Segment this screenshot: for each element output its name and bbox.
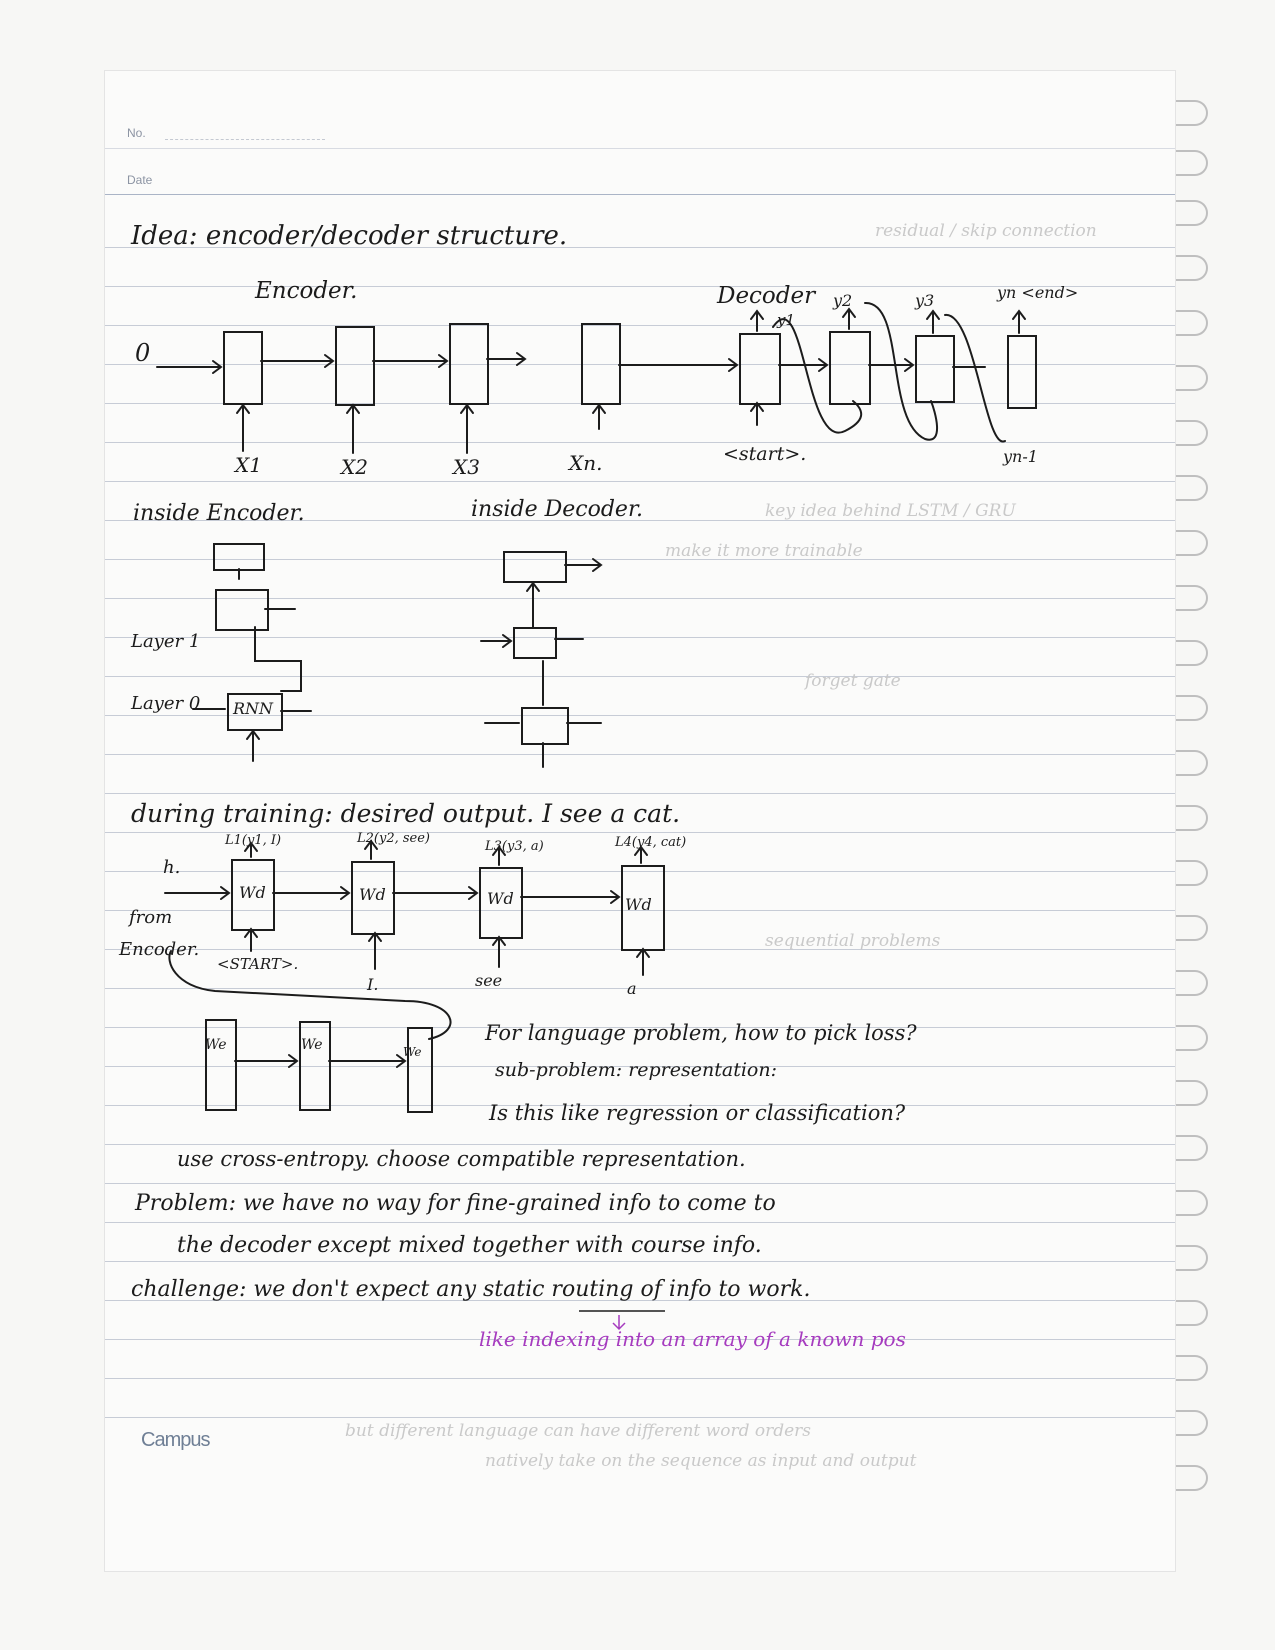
we-label: We bbox=[301, 1037, 323, 1053]
inside-decoder-heading: inside Decoder. bbox=[471, 497, 644, 522]
note-indexing: like indexing into an array of a known pos bbox=[479, 1327, 906, 1351]
loss-label: L4(y4, cat) bbox=[615, 835, 687, 850]
from-label: from bbox=[129, 907, 173, 928]
decoder-output-label: y1 bbox=[777, 311, 796, 329]
note-problem-2: the decoder except mixed together with course info. bbox=[177, 1233, 762, 1258]
layer0-label: Layer 0 bbox=[131, 693, 201, 714]
wd-label: Wd bbox=[239, 883, 266, 902]
decoder-output-label: y3 bbox=[915, 291, 935, 310]
layer1-label: Layer 1 bbox=[131, 631, 201, 652]
decoder-input-label: a bbox=[627, 979, 637, 998]
decoder-output-label: y2 bbox=[833, 291, 853, 310]
wd-label: Wd bbox=[359, 885, 386, 904]
decoder-output-label: yn <end> bbox=[997, 283, 1079, 302]
notebook-page: residual / skip connection key idea behind LSTM / GRU make it more trainable forget gate sequential problems but different language can have different word orders natively take on the sequence as input and output No. Date Idea: encoder/decoder structure. Encoder. Decoder 0 X1 X2 X3 Xn. <start>. y1 y2 y3 yn <end> yn-1 inside Encoder. inside Decoder. Layer 1 Layer 0 RNN during training: desired output. I see a cat. L1(y1, I) L2(y2, see) L3(y3, a) L4(y4, cat) h. from Encoder. Wd Wd Wd Wd <START>. I. see a We We We For language problem, how to pick loss? sub-problem: representation: Is this like regression or classification? use cross-entropy. choose compatible representation. Problem: we have no way for fine-grained info to come to the decoder except mixed together with course info. challenge: we don't expect any static routing of info to work. like indexing into an array of a known pos Campus bbox=[104, 70, 1176, 1572]
training-line: during training: desired output. I see a cat. bbox=[131, 799, 681, 828]
encoder-heading: Encoder. bbox=[255, 278, 358, 304]
loss-label: L2(y2, see) bbox=[357, 831, 430, 846]
from-encoder-label: Encoder. bbox=[119, 939, 200, 960]
hidden-state-label: h. bbox=[163, 857, 181, 878]
note-regression: Is this like regression or classification? bbox=[489, 1101, 906, 1125]
decoder-start-label: <start>. bbox=[723, 443, 807, 465]
loss-label: L1(y1, I) bbox=[225, 833, 282, 848]
wd-label: Wd bbox=[487, 889, 514, 908]
note-challenge: challenge: we don't expect any static routing of info to work. bbox=[131, 1277, 811, 1302]
note-use: use cross-entropy. choose compatible representation. bbox=[177, 1147, 746, 1171]
decoder-heading: Decoder bbox=[717, 283, 816, 309]
no-label: No. bbox=[127, 126, 146, 140]
brand-logo: Campus bbox=[141, 1429, 210, 1451]
note-language: For language problem, how to pick loss? bbox=[485, 1021, 917, 1045]
encoder-input-label: X2 bbox=[341, 455, 368, 479]
encoder-input-label: Xn. bbox=[569, 451, 603, 475]
decoder-prev-output-label: yn-1 bbox=[1003, 447, 1038, 466]
decoder-input-label: <START>. bbox=[217, 955, 299, 973]
diagram-arrows bbox=[105, 71, 1175, 1571]
loss-label: L3(y3, a) bbox=[485, 839, 544, 854]
decoder-input-label: see bbox=[475, 971, 503, 990]
encoder-input-label: X3 bbox=[453, 455, 480, 479]
encoder-input-label: X1 bbox=[235, 453, 262, 477]
we-label: We bbox=[205, 1037, 227, 1053]
note-problem-1: Problem: we have no way for fine-grained info to come to bbox=[135, 1191, 776, 1216]
inside-encoder-heading: inside Encoder. bbox=[133, 501, 305, 526]
we-label: We bbox=[403, 1045, 422, 1059]
rnn-label: RNN bbox=[233, 699, 274, 718]
wd-label: Wd bbox=[625, 895, 652, 914]
page-title: Idea: encoder/decoder structure. bbox=[131, 221, 568, 251]
encoder-init-label: 0 bbox=[135, 339, 151, 367]
note-subproblem: sub-problem: representation: bbox=[495, 1059, 777, 1081]
decoder-input-label: I. bbox=[367, 975, 379, 994]
date-label: Date bbox=[127, 173, 153, 187]
